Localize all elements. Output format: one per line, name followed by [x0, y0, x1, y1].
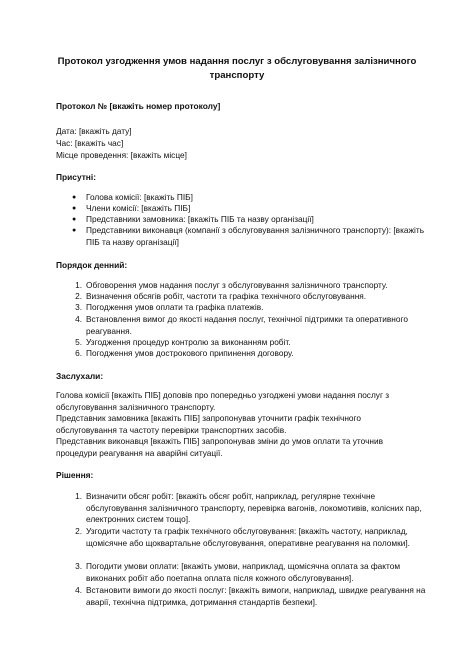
present-item: ● Голова комісії: [вкажіть ПІБ] — [72, 192, 193, 202]
bullet-icon: ● — [72, 216, 77, 223]
agenda-item: 3. Погодження умов оплати та графіка платежів. — [86, 302, 426, 314]
decisions-heading: Рішення: — [56, 470, 94, 480]
decision-item: 4. Встановити вимоги до якості послуг: [вкажіть вимоги, наприклад, швидке реагування на аварії, технічна підтримка, дотримання стандартів безпеки]. — [86, 585, 426, 608]
heard-paragraph: Представник замовника [вкажіть ПІБ] запропонував уточнити графік технічного обслуговування та частоту перевірки транспортних засобів. — [56, 413, 361, 435]
list-number: 1. — [75, 280, 82, 290]
list-number: 1. — [75, 491, 82, 501]
list-number: 6. — [75, 348, 82, 358]
heard-heading: Заслухали: — [56, 371, 104, 381]
agenda-item: 6. Погодження умов дострокового припинення договору. — [86, 348, 426, 360]
present-heading: Присутні: — [56, 172, 96, 182]
list-number: 2. — [75, 291, 82, 301]
bullet-icon: ● — [72, 205, 77, 212]
list-number: 5. — [75, 337, 82, 347]
bullet-icon: ● — [72, 194, 77, 201]
list-number: 4. — [75, 585, 82, 595]
agenda-item: 1. Обговорення умов надання послуг з обслуговування залізничного транспорту. — [86, 280, 426, 292]
list-number: 2. — [75, 526, 82, 536]
decision-item: 3. Погодити умови оплати: [вкажіть умови, наприклад, щомісячна оплата за фактом виконаних робіт або поетапна оплата після кожного обслуговування]. — [86, 561, 426, 584]
agenda-heading: Порядок денний: — [56, 260, 128, 270]
document-title: Протокол узгодження умов надання послуг з обслуговування залізничного транспорту — [57, 56, 417, 81]
decision-item: 2. Узгодити частоту та графік технічного обслуговування: [вкажіть частоту, наприклад, щомісячне або щоквартальне обслуговування, оперативне реагування на поломки]. — [86, 526, 426, 549]
present-item: ● Представники замовника: [вкажіть ПІБ та назву організації] — [72, 214, 314, 224]
heard-paragraph: Голова комісії [вкажіть ПІБ] доповів про попередньо узгоджені умови надання послуг з обслуговування залізничного транспорту. — [56, 390, 390, 412]
list-number: 3. — [75, 302, 82, 312]
decision-item: 1. Визначити обсяг робіт: [вкажіть обсяг робіт, наприклад, регулярне технічне обслуговування залізничного транспорту, перевірка вагонів, локомотивів, колісних пар, електронних систем тощо]. — [86, 491, 426, 526]
list-number: 3. — [75, 561, 82, 571]
present-item: ● Члени комісії: [вкажіть ПІБ] — [72, 203, 191, 213]
bullet-icon: ● — [72, 227, 77, 234]
list-number: 4. — [75, 314, 82, 324]
protocol-number: Протокол № [вкажіть номер протоколу] — [56, 101, 221, 111]
present-item: ● Представники виконавця (компанії з обслуговування залізничного транспорту): [вкажіть ПІБ та назву організації] — [72, 225, 425, 247]
agenda-item: 4. Встановлення вимог до якості надання послуг, технічної підтримки та оперативного реагування. — [86, 314, 426, 337]
agenda-item: 2. Визначення обсягів робіт, частоти та графіка технічного обслуговування. — [86, 291, 426, 303]
heard-paragraph: Представник виконавця [вкажіть ПІБ] запропонував зміни до умов оплати та уточнив процедури реагування на аварійні ситуації. — [56, 436, 384, 458]
meta-time: Час: [вкажіть час] — [56, 138, 124, 148]
meta-date: Дата: [вкажіть дату] — [56, 126, 132, 136]
agenda-item: 5. Узгодження процедур контролю за виконанням робіт. — [86, 337, 426, 349]
meta-place: Місце проведення: [вкажіть місце] — [56, 150, 187, 160]
